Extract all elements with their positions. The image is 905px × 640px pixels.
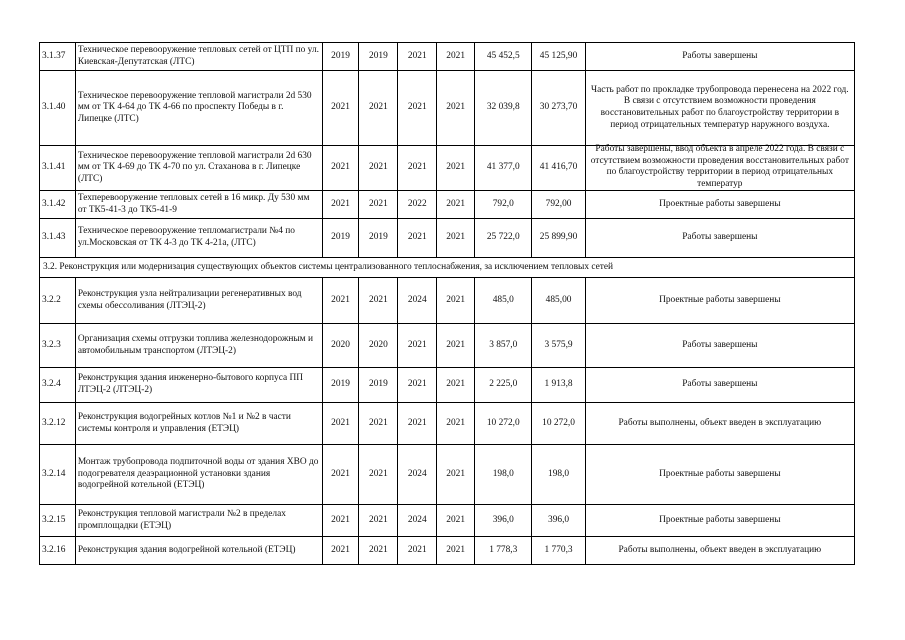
table-row xyxy=(40,324,855,368)
row-year-4: 2021 xyxy=(437,445,475,505)
row-name: Реконструкция здания инженерно-бытового корпуса ПП ЛТЭЦ-2 (ЛТЭЦ-2) xyxy=(75,368,322,403)
row-value-1: 41 377,0 xyxy=(475,146,532,191)
investment-program-table xyxy=(39,42,855,565)
row-year-2: 2021 xyxy=(359,537,398,565)
row-code: 3.2.16 xyxy=(40,537,76,565)
row-year-1: 2021 xyxy=(322,146,359,191)
row-name: Техперевооружение тепловых сетей в 16 микр. Ду 530 мм от ТК5-41-3 до ТК5-41-9 xyxy=(75,191,322,219)
section-header-row xyxy=(40,258,855,278)
row-name: Реконструкция здания водогрейной котельной (ЕТЭЦ) xyxy=(75,537,322,565)
row-value-1: 198,0 xyxy=(475,445,532,505)
row-year-1: 2021 xyxy=(322,71,359,146)
row-value-1: 2 225,0 xyxy=(475,368,532,403)
row-value-1: 25 722,0 xyxy=(475,219,532,258)
row-year-4: 2021 xyxy=(437,191,475,219)
row-year-1: 2021 xyxy=(322,191,359,219)
row-year-4: 2021 xyxy=(437,537,475,565)
row-name: Реконструкция тепловой магистрали №2 в пределах промплощадки (ЕТЭЦ) xyxy=(75,505,322,537)
row-year-3: 2021 xyxy=(398,368,437,403)
row-year-3: 2024 xyxy=(398,278,437,324)
row-year-4: 2021 xyxy=(437,278,475,324)
row-year-2: 2019 xyxy=(359,368,398,403)
row-year-2: 2020 xyxy=(359,324,398,368)
row-note: Работы завершены xyxy=(585,368,854,403)
row-year-3: 2021 xyxy=(398,219,437,258)
row-note: Проектные работы завершены xyxy=(585,278,854,324)
table-row xyxy=(40,43,855,71)
row-note: Проектные работы завершены xyxy=(585,505,854,537)
row-year-3: 2021 xyxy=(398,146,437,191)
row-year-1: 2019 xyxy=(322,219,359,258)
row-code: 3.1.41 xyxy=(40,146,76,191)
row-value-2: 25 899,90 xyxy=(532,219,585,258)
row-name: Техническое перевооружение тепломагистрали №4 по ул.Московская от ТК 4-3 до ТК 4-21а, (ЛТС) xyxy=(75,219,322,258)
row-year-3: 2022 xyxy=(398,191,437,219)
table-row xyxy=(40,368,855,403)
row-value-1: 32 039,8 xyxy=(475,71,532,146)
row-year-3: 2021 xyxy=(398,43,437,71)
row-note: Проектные работы завершены xyxy=(585,191,854,219)
row-year-1: 2021 xyxy=(322,537,359,565)
row-year-2: 2021 xyxy=(359,278,398,324)
row-year-4: 2021 xyxy=(437,146,475,191)
row-year-2: 2019 xyxy=(359,43,398,71)
row-name: Техническое перевооружение тепловой магистрали 2d 630 мм от ТК 4-69 до ТК 4-70 по ул. Стаханова в г. Липецке (ЛТС) xyxy=(75,146,322,191)
table-row xyxy=(40,219,855,258)
row-name: Организация схемы отгрузки топлива железнодорожным и автомобильным транспортом (ЛТЭЦ-2) xyxy=(75,324,322,368)
table-row xyxy=(40,146,855,191)
row-year-1: 2021 xyxy=(322,445,359,505)
row-note: Работы завершены xyxy=(585,219,854,258)
row-year-3: 2021 xyxy=(398,403,437,445)
row-year-1: 2021 xyxy=(322,278,359,324)
row-code: 3.2.14 xyxy=(40,445,76,505)
row-year-2: 2021 xyxy=(359,71,398,146)
row-code: 3.2.3 xyxy=(40,324,76,368)
row-value-2: 45 125,90 xyxy=(532,43,585,71)
row-value-1: 10 272,0 xyxy=(475,403,532,445)
row-note: Проектные работы завершены xyxy=(585,445,854,505)
table-row xyxy=(40,191,855,219)
row-note-text: Работы завершены, ввод объекта в апреле 2022 года. В связи с отсутствием возможности проведения восстановительных работ по благоустройству территории в период отрицательных температур xyxy=(590,144,849,189)
row-year-1: 2020 xyxy=(322,324,359,368)
row-value-2: 396,0 xyxy=(532,505,585,537)
row-note: Работы завершены xyxy=(585,43,854,71)
row-code: 3.1.40 xyxy=(40,71,76,146)
row-year-2: 2021 xyxy=(359,191,398,219)
row-year-2: 2021 xyxy=(359,445,398,505)
table-row xyxy=(40,505,855,537)
row-code: 3.1.42 xyxy=(40,191,76,219)
row-value-2: 3 575,9 xyxy=(532,324,585,368)
row-year-2: 2021 xyxy=(359,403,398,445)
row-value-2: 1 770,3 xyxy=(532,537,585,565)
row-year-4: 2021 xyxy=(437,219,475,258)
row-value-1: 485,0 xyxy=(475,278,532,324)
row-note: Работы выполнены, объект введен в эксплуатацию xyxy=(585,537,854,565)
row-value-2: 1 913,8 xyxy=(532,368,585,403)
row-year-3: 2024 xyxy=(398,445,437,505)
row-value-1: 1 778,3 xyxy=(475,537,532,565)
row-value-2: 30 273,70 xyxy=(532,71,585,146)
row-code: 3.1.37 xyxy=(40,43,76,71)
row-code: 3.1.43 xyxy=(40,219,76,258)
row-year-1: 2021 xyxy=(322,505,359,537)
row-year-2: 2021 xyxy=(359,505,398,537)
row-year-4: 2021 xyxy=(437,43,475,71)
row-value-2: 792,00 xyxy=(532,191,585,219)
document-page xyxy=(39,42,855,565)
row-value-2: 198,0 xyxy=(532,445,585,505)
row-note: Работы завершены xyxy=(585,324,854,368)
row-note: Работы выполнены, объект введен в эксплуатацию xyxy=(585,403,854,445)
row-code: 3.2.15 xyxy=(40,505,76,537)
row-year-4: 2021 xyxy=(437,403,475,445)
table-row xyxy=(40,403,855,445)
row-year-3: 2021 xyxy=(398,537,437,565)
row-name: Реконструкция водогрейных котлов №1 и №2 в части системы контроля и управления (ЕТЭЦ) xyxy=(75,403,322,445)
row-year-1: 2019 xyxy=(322,43,359,71)
row-value-1: 3 857,0 xyxy=(475,324,532,368)
table-row xyxy=(40,445,855,505)
row-name: Реконструкция узла нейтрализации регенеративных вод схемы обессоливания (ЛТЭЦ-2) xyxy=(75,278,322,324)
row-value-2: 10 272,0 xyxy=(532,403,585,445)
row-note xyxy=(585,146,854,191)
table-row xyxy=(40,71,855,146)
row-value-2: 41 416,70 xyxy=(532,146,585,191)
row-code: 3.2.2 xyxy=(40,278,76,324)
table-row xyxy=(40,537,855,565)
row-year-2: 2019 xyxy=(359,219,398,258)
row-name: Техническое перевооружение тепловой магистрали 2d 530 мм от ТК 4-64 до ТК 4-66 по проспекту Победы в г. Липецке (ЛТС) xyxy=(75,71,322,146)
row-code: 3.2.12 xyxy=(40,403,76,445)
table-row xyxy=(40,278,855,324)
row-name: Монтаж трубопровода подпиточной воды от здания ХВО до подогревателя деаэрационной установки здания водогрейной котельной (ЕТЭЦ) xyxy=(75,445,322,505)
row-year-4: 2021 xyxy=(437,505,475,537)
row-year-4: 2021 xyxy=(437,71,475,146)
row-value-1: 45 452,5 xyxy=(475,43,532,71)
row-value-1: 396,0 xyxy=(475,505,532,537)
row-name: Техническое перевооружение тепловых сетей от ЦТП по ул. Киевская-Депутатская (ЛТС) xyxy=(75,43,322,71)
section-title: 3.2. Реконструкция или модернизация существующих объектов системы централизованного теплоснабжения, за исключением тепловых сетей xyxy=(40,258,855,278)
row-value-2: 485,00 xyxy=(532,278,585,324)
row-year-3: 2021 xyxy=(398,324,437,368)
row-year-1: 2021 xyxy=(322,403,359,445)
row-year-3: 2021 xyxy=(398,71,437,146)
row-code: 3.2.4 xyxy=(40,368,76,403)
row-note: Часть работ по прокладке трубопровода перенесена на 2022 год. В связи с отсутствием возможности проведения восстановительных работ по благоустройству территории в период отрицательных температур наружного воздуха. xyxy=(585,71,854,146)
row-year-3: 2024 xyxy=(398,505,437,537)
row-year-4: 2021 xyxy=(437,368,475,403)
row-value-1: 792,0 xyxy=(475,191,532,219)
row-year-2: 2021 xyxy=(359,146,398,191)
row-year-4: 2021 xyxy=(437,324,475,368)
row-year-1: 2019 xyxy=(322,368,359,403)
